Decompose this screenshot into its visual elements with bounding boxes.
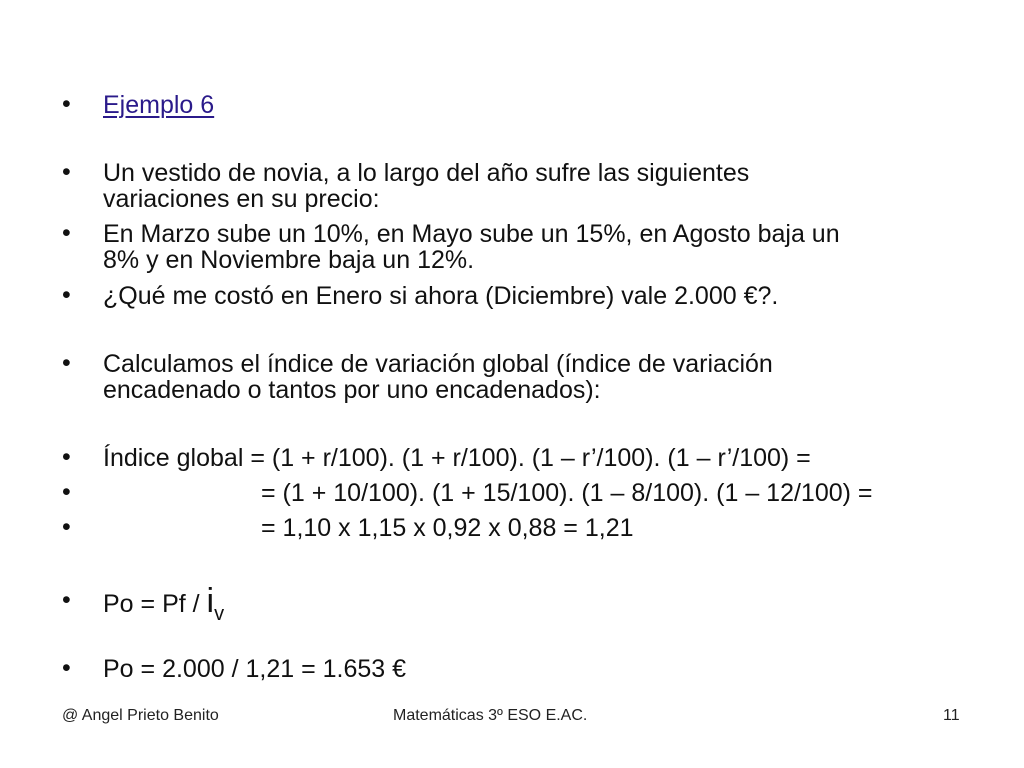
- footer-page-number: 11: [943, 707, 960, 724]
- bullet-marker: •: [62, 478, 71, 506]
- bullet-marker: •: [62, 443, 71, 471]
- slide-title: Ejemplo 6: [103, 91, 215, 119]
- bullet-marker: •: [62, 586, 71, 614]
- footer-author: @ Angel Prieto Benito: [62, 707, 219, 724]
- question-text: ¿Qué me costó en Enero si ahora (Diciembre) vale 2.000 €?.: [103, 282, 779, 310]
- bullet-marker: •: [62, 158, 71, 186]
- footer-course: Matemáticas 3º ESO E.AC.: [393, 707, 588, 724]
- bullet-marker: •: [62, 90, 71, 118]
- formula-line-2: = (1 + 10/100). (1 + 15/100). (1 – 8/100). (1 – 12/100) =: [261, 479, 873, 507]
- po-index-symbol: i: [206, 582, 215, 620]
- variations-line-2: 8% y en Noviembre baja un 12%.: [103, 246, 475, 274]
- bullet-marker: •: [62, 349, 71, 377]
- statement-line-1: Un vestido de novia, a lo largo del año sufre las siguientes: [103, 159, 750, 187]
- calc-intro-line-2: encadenado o tantos por uno encadenados):: [103, 376, 601, 404]
- formula-line-1: Índice global = (1 + r/100). (1 + r/100). (1 – r’/100). (1 – r’/100) =: [103, 444, 811, 472]
- po-index-subscript: v: [214, 603, 225, 625]
- statement-line-2: variaciones en su precio:: [103, 185, 380, 213]
- calc-intro-line-1: Calculamos el índice de variación global (índice de variación: [103, 350, 773, 378]
- po-formula-prefix: Po = Pf /: [103, 590, 207, 618]
- po-result: Po = 2.000 / 1,21 = 1.653 €: [103, 655, 407, 683]
- bullet-marker: •: [62, 281, 71, 309]
- bullet-marker: •: [62, 654, 71, 682]
- formula-line-3: = 1,10 x 1,15 x 0,92 x 0,88 = 1,21: [261, 514, 634, 542]
- po-formula: [103, 584, 224, 623]
- bullet-marker: •: [62, 219, 71, 247]
- variations-line-1: En Marzo sube un 10%, en Mayo sube un 15%, en Agosto baja un: [103, 220, 840, 248]
- bullet-marker: •: [62, 513, 71, 541]
